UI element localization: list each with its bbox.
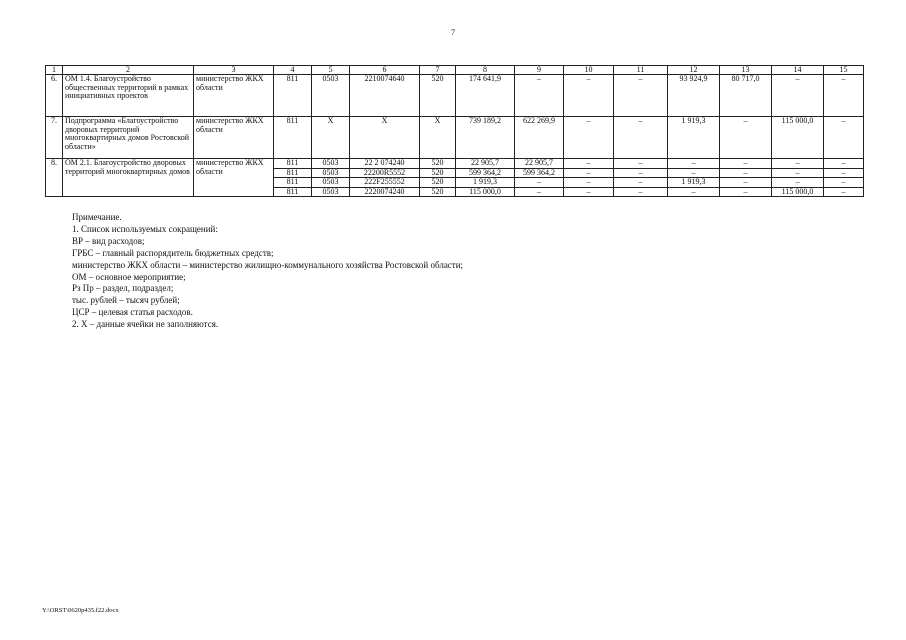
- column-number-row: [46, 66, 864, 75]
- header-cell: 4: [274, 66, 312, 75]
- value-cell: 1 919,3: [456, 178, 515, 188]
- header-cell: 5: [312, 66, 350, 75]
- grbs-code: 811: [274, 117, 312, 159]
- header-cell: 12: [668, 66, 720, 75]
- note-line: ОМ – основное мероприятие;: [72, 271, 186, 282]
- grbs-code: 811: [274, 187, 312, 197]
- rz-pr: Х: [312, 117, 350, 159]
- grbs-cell: министерство ЖКХ области: [194, 117, 274, 159]
- value-cell: –: [564, 75, 614, 117]
- value-cell: –: [564, 159, 614, 169]
- grbs-code: 811: [274, 178, 312, 188]
- value-cell: –: [564, 178, 614, 188]
- measure-name: ОМ 2.1. Благоустройство дворовых территорий многоквартирных домов: [63, 159, 194, 197]
- note-line: 2. Х – данные ячейки не заполняются.: [72, 319, 219, 330]
- value-cell: 115 000,0: [456, 187, 515, 197]
- note-line: ЦСР – целевая статья расходов.: [72, 307, 193, 318]
- value-cell: 115 000,0: [772, 117, 824, 159]
- value-cell: –: [668, 187, 720, 197]
- table-row: [46, 75, 864, 117]
- note-line: Рз Пр – раздел, подраздел;: [72, 283, 174, 294]
- row-number: 8.: [46, 159, 63, 197]
- value-cell: –: [564, 187, 614, 197]
- vr: 520: [420, 187, 456, 197]
- value-cell: 622 269,9: [515, 117, 564, 159]
- grbs-cell: министерство ЖКХ области: [194, 159, 274, 197]
- value-cell: –: [668, 168, 720, 178]
- csr: 2210074640: [350, 75, 420, 117]
- vr: 520: [420, 168, 456, 178]
- rz-pr: 0503: [312, 168, 350, 178]
- value-cell: –: [824, 159, 864, 169]
- header-cell: 7: [420, 66, 456, 75]
- csr: 222F255552: [350, 178, 420, 188]
- value-cell: –: [720, 117, 772, 159]
- header-cell: 11: [614, 66, 668, 75]
- header-cell: 8: [456, 66, 515, 75]
- value-cell: 93 924,9: [668, 75, 720, 117]
- csr: Х: [350, 117, 420, 159]
- measure-name: ОМ 1.4. Благоустройство общественных территорий в рамках инициативных проектов: [63, 75, 194, 117]
- value-cell: 22 905,7: [456, 159, 515, 169]
- value-cell: –: [824, 75, 864, 117]
- csr: 22200R5552: [350, 168, 420, 178]
- note-line: 1. Список используемых сокращений:: [72, 223, 218, 234]
- value-cell: –: [772, 168, 824, 178]
- value-cell: –: [824, 187, 864, 197]
- note-line: тыс. рублей – тысяч рублей;: [72, 295, 180, 306]
- value-cell: –: [720, 168, 772, 178]
- header-cell: 13: [720, 66, 772, 75]
- grbs-code: 811: [274, 159, 312, 169]
- header-cell: 9: [515, 66, 564, 75]
- value-cell: 599 364,2: [456, 168, 515, 178]
- header-cell: 15: [824, 66, 864, 75]
- value-cell: –: [772, 159, 824, 169]
- page-number: 7: [451, 28, 455, 37]
- budget-table: [45, 65, 864, 197]
- note-line: ГРБС – главный распорядитель бюджетных средств;: [72, 247, 274, 258]
- header-cell: 3: [194, 66, 274, 75]
- value-cell: 1 919,3: [668, 117, 720, 159]
- grbs-code: 811: [274, 168, 312, 178]
- table-row: [46, 117, 864, 159]
- value-cell: –: [614, 117, 668, 159]
- rz-pr: 0503: [312, 159, 350, 169]
- value-cell: 174 641,9: [456, 75, 515, 117]
- value-cell: –: [824, 117, 864, 159]
- value-cell: 739 189,2: [456, 117, 515, 159]
- csr: 22 2 074240: [350, 159, 420, 169]
- vr: 520: [420, 159, 456, 169]
- value-cell: 1 919,3: [668, 178, 720, 188]
- value-cell: 22 905,7: [515, 159, 564, 169]
- header-cell: 10: [564, 66, 614, 75]
- notes-block: [72, 212, 463, 331]
- value-cell: 599 364,2: [515, 168, 564, 178]
- grbs-cell: министерство ЖКХ области: [194, 75, 274, 117]
- value-cell: –: [614, 168, 668, 178]
- value-cell: –: [614, 178, 668, 188]
- note-line: министерство ЖКХ области – министерство жилищно-коммунального хозяйства Ростовской области;: [72, 259, 464, 270]
- rz-pr: 0503: [312, 178, 350, 188]
- value-cell: 115 000,0: [772, 187, 824, 197]
- table-row: [46, 159, 864, 169]
- value-cell: –: [614, 75, 668, 117]
- value-cell: –: [614, 187, 668, 197]
- csr: 2220074240: [350, 187, 420, 197]
- value-cell: –: [515, 178, 564, 188]
- value-cell: –: [720, 187, 772, 197]
- value-cell: –: [824, 178, 864, 188]
- value-cell: –: [720, 159, 772, 169]
- value-cell: –: [515, 187, 564, 197]
- header-cell: 6: [350, 66, 420, 75]
- value-cell: –: [564, 168, 614, 178]
- vr: 520: [420, 75, 456, 117]
- rz-pr: 0503: [312, 187, 350, 197]
- row-number: 7.: [46, 117, 63, 159]
- header-cell: 2: [63, 66, 194, 75]
- grbs-code: 811: [274, 75, 312, 117]
- notes-heading: Примечание.: [72, 212, 122, 222]
- rz-pr: 0503: [312, 75, 350, 117]
- value-cell: –: [614, 159, 668, 169]
- value-cell: –: [720, 178, 772, 188]
- measure-name: Подпрограмма «Благоустройство дворовых территорий многоквартирных домов Ростовской области»: [63, 117, 194, 159]
- value-cell: –: [564, 117, 614, 159]
- note-line: ВР – вид расходов;: [72, 235, 145, 246]
- value-cell: 80 717,0: [720, 75, 772, 117]
- value-cell: –: [515, 75, 564, 117]
- value-cell: –: [824, 168, 864, 178]
- vr: 520: [420, 178, 456, 188]
- header-cell: 14: [772, 66, 824, 75]
- vr: Х: [420, 117, 456, 159]
- value-cell: –: [772, 75, 824, 117]
- footer-file-path: Y:\ORST\0620p435.f22.docx: [42, 607, 119, 614]
- row-number: 6.: [46, 75, 63, 117]
- header-cell: 1: [46, 66, 63, 75]
- value-cell: –: [668, 159, 720, 169]
- value-cell: –: [772, 178, 824, 188]
